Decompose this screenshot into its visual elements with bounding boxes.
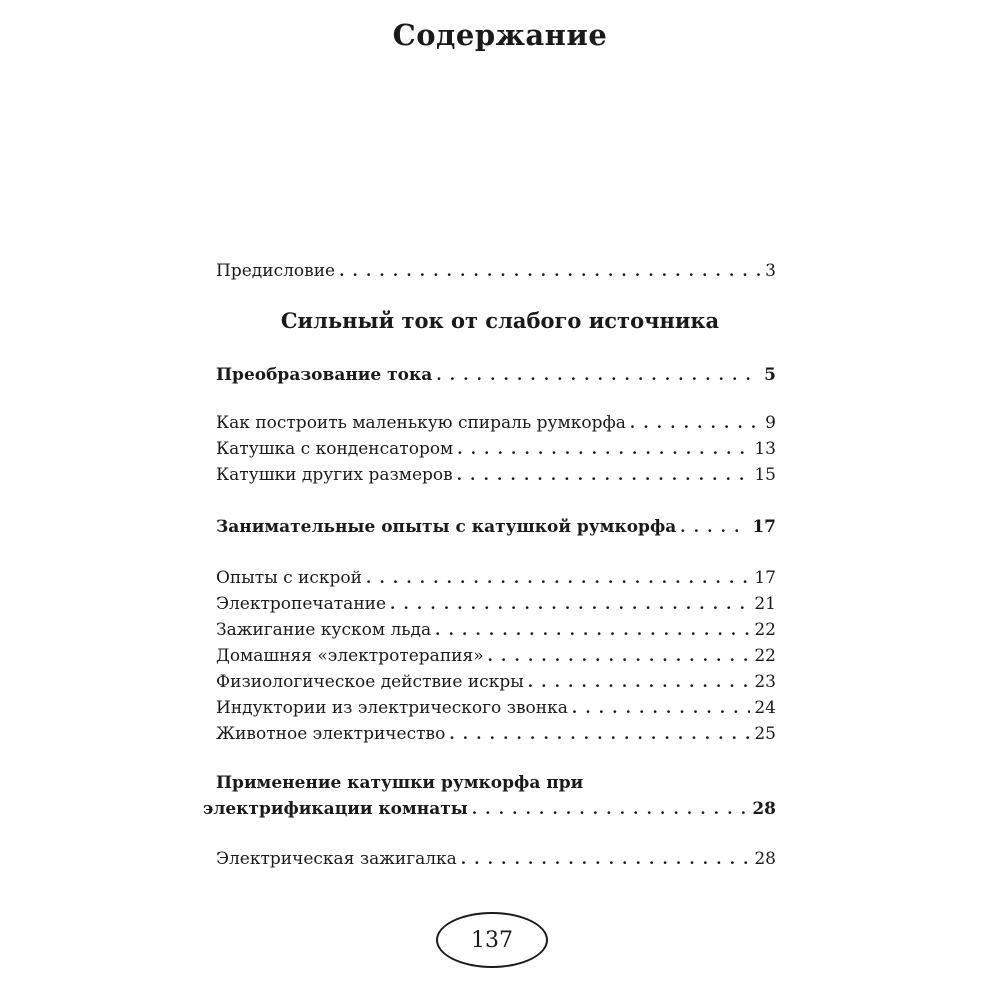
toc-entry-page: 15	[754, 465, 776, 485]
toc-entry-page: 13	[754, 439, 776, 459]
toc-entry-page: 24	[754, 698, 776, 718]
page-number-text: 137	[471, 927, 513, 953]
toc-entry-page: 28	[752, 799, 776, 819]
toc-entry-label: Физиологическое действие искры	[216, 672, 524, 692]
toc-entry-label: Электропечатание	[216, 594, 387, 614]
toc-entry-chapter[interactable]	[216, 364, 776, 386]
toc-entry[interactable]	[216, 464, 776, 486]
toc-leader-dots	[488, 645, 751, 667]
toc-entry-page: 22	[754, 620, 776, 640]
toc-entry-label-continued: электрификации комнаты	[203, 799, 468, 819]
toc-leader-dots	[457, 438, 750, 460]
toc-entry-page: 17	[752, 517, 776, 537]
toc-entry-label: Преобразование тока	[216, 365, 433, 385]
toc-leader-dots	[449, 723, 750, 745]
toc-leader-dots	[572, 697, 750, 719]
toc-entry[interactable]	[216, 619, 776, 641]
toc-entry-label: Опыты с искрой	[216, 568, 362, 588]
toc-entry[interactable]	[216, 697, 776, 719]
toc-entry[interactable]	[216, 723, 776, 745]
toc-entry-label: Животное электричество	[216, 724, 446, 744]
toc-entry-label: Катушки других размеров	[216, 465, 453, 485]
toc-entry-label: Применение катушки румкорфа при	[216, 773, 584, 793]
toc-entry[interactable]	[216, 593, 776, 615]
toc-entry-page: 17	[754, 568, 776, 588]
toc-leader-dots	[436, 364, 760, 386]
toc-entry[interactable]	[216, 567, 776, 589]
toc-leader-dots	[680, 516, 748, 538]
page-number	[436, 912, 548, 968]
toc-entry-preface[interactable]	[216, 260, 776, 282]
toc-leader-dots	[339, 260, 761, 282]
toc-entry-label: Индуктории из электрического звонка	[216, 698, 568, 718]
toc-leader-dots	[435, 619, 750, 641]
toc-entry-label: Зажигание куском льда	[216, 620, 432, 640]
toc-entry-page: 28	[754, 849, 776, 869]
toc-entry-page: 5	[764, 365, 776, 385]
toc-entry-label: Электрическая зажигалка	[216, 849, 457, 869]
toc-entry-page: 9	[765, 413, 776, 433]
toc-leader-dots	[630, 412, 761, 434]
toc-entry[interactable]	[216, 412, 776, 434]
toc-entry-label: Как построить маленькую спираль румкорфа	[216, 413, 626, 433]
toc-entry-label: Катушка с конденсатором	[216, 439, 454, 459]
toc-entry-label: Предисловие	[216, 261, 336, 281]
toc-leader-dots	[457, 464, 751, 486]
toc-entry-page: 21	[754, 594, 776, 614]
toc-entry-chapter[interactable]	[216, 516, 776, 538]
toc-entry-page: 3	[765, 261, 776, 281]
page-title: Содержание	[392, 18, 608, 52]
toc-leader-dots	[472, 796, 749, 822]
section-title: Сильный ток от слабого источника	[280, 308, 720, 333]
toc-leader-dots	[366, 567, 750, 589]
toc-leader-dots	[528, 671, 751, 693]
toc-leader-dots	[390, 593, 750, 615]
toc-entry[interactable]	[216, 438, 776, 460]
toc-entry-page: 23	[754, 672, 776, 692]
toc-leader-dots	[461, 848, 751, 870]
toc-entry-label: Домашняя «электротерапия»	[216, 646, 484, 666]
toc-entry[interactable]	[216, 645, 776, 667]
toc-entry[interactable]	[216, 671, 776, 693]
toc-entry-label: Занимательные опыты с катушкой румкорфа	[216, 517, 677, 537]
toc-entry-page: 22	[754, 646, 776, 666]
toc-entry-chapter[interactable]	[203, 770, 776, 822]
toc-entry-page: 25	[754, 724, 776, 744]
toc-entry[interactable]	[216, 848, 776, 870]
